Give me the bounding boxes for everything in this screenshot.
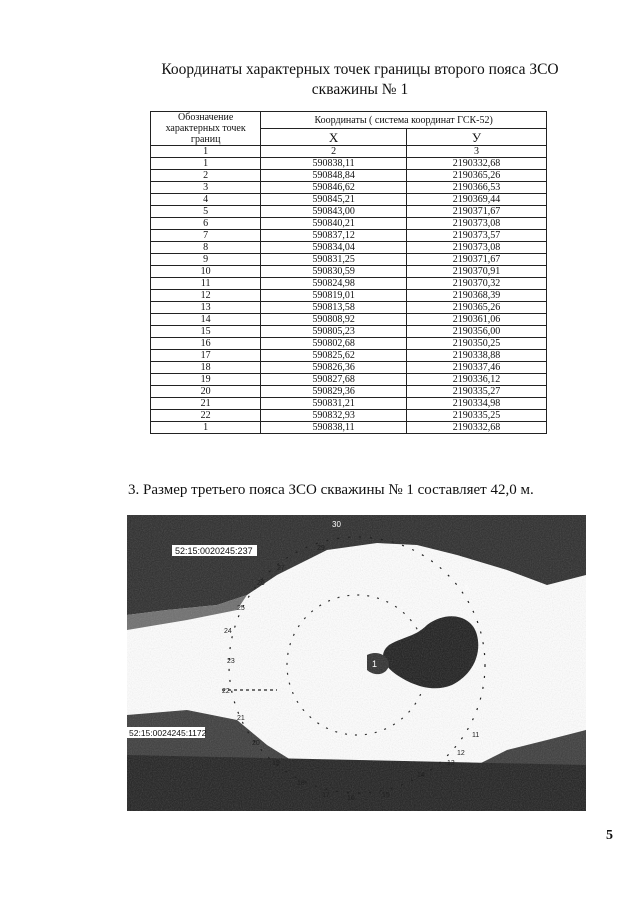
table-cell-x: 590832,93 xyxy=(261,410,407,422)
table-row xyxy=(151,254,547,266)
table-cell-point: 10 xyxy=(151,266,261,278)
table-cell-x: 590834,04 xyxy=(261,242,407,254)
table-row xyxy=(151,266,547,278)
column-index-3: 3 xyxy=(406,146,546,158)
table-cell-y: 2190368,39 xyxy=(406,290,546,302)
table-cell-point: 18 xyxy=(151,362,261,374)
table-cell-x: 590837,12 xyxy=(261,230,407,242)
table-cell-y: 2190373,08 xyxy=(406,218,546,230)
header-designation: Обозначение характерных точек границ xyxy=(151,112,261,146)
table-row xyxy=(151,374,547,386)
third-zone-paragraph: 3. Размер третьего пояса ЗСО скважины № 1 составляет 42,0 м. xyxy=(128,482,534,498)
ring-label: 20 xyxy=(252,740,260,747)
map-drawing xyxy=(127,515,586,811)
table-cell-point: 8 xyxy=(151,242,261,254)
table-cell-y: 2190365,26 xyxy=(406,302,546,314)
title-line-1: Координаты характерных точек границы второго пояса ЗСО xyxy=(161,61,559,78)
table-cell-x: 590808,92 xyxy=(261,314,407,326)
table-cell-x: 590831,25 xyxy=(261,254,407,266)
table-cell-point: 4 xyxy=(151,194,261,206)
table-cell-x: 590805,23 xyxy=(261,326,407,338)
table-cell-point: 12 xyxy=(151,290,261,302)
table-cell-point: 5 xyxy=(151,206,261,218)
table-cell-x: 590824,98 xyxy=(261,278,407,290)
table-cell-x: 590826,36 xyxy=(261,362,407,374)
table-cell-x: 590838,11 xyxy=(261,422,407,434)
table-cell-y: 2190371,67 xyxy=(406,206,546,218)
ring-label: 18 xyxy=(297,780,305,787)
coordinates-table xyxy=(150,111,547,434)
table-cell-x: 590845,21 xyxy=(261,194,407,206)
ring-label: 26 xyxy=(257,580,265,587)
ring-label: 21 xyxy=(237,715,245,722)
table-cell-point: 22 xyxy=(151,410,261,422)
ring-label: 13 xyxy=(447,760,455,767)
header-x: X xyxy=(261,129,407,146)
table-cell-x: 590831,21 xyxy=(261,398,407,410)
ring-label: 23 xyxy=(227,658,235,665)
table-cell-y: 2190356,00 xyxy=(406,326,546,338)
table-cell-x: 590819,01 xyxy=(261,290,407,302)
title-line-2: скважины № 1 xyxy=(311,81,409,98)
table-cell-y: 2190370,91 xyxy=(406,266,546,278)
center-label: 1 xyxy=(372,659,378,669)
table-row xyxy=(151,302,547,314)
ring-label: 24 xyxy=(224,628,232,635)
page-number: 5 xyxy=(606,828,613,843)
ring-label: 11 xyxy=(472,732,480,739)
table-cell-point: 15 xyxy=(151,326,261,338)
table-cell-point: 21 xyxy=(151,398,261,410)
ring-label: 15 xyxy=(382,792,390,799)
table-cell-x: 590825,62 xyxy=(261,350,407,362)
table-cell-point: 14 xyxy=(151,314,261,326)
table-row xyxy=(151,290,547,302)
table-cell-point: 19 xyxy=(151,374,261,386)
table-cell-point: 13 xyxy=(151,302,261,314)
table-cell-x: 590802,68 xyxy=(261,338,407,350)
table-cell-x: 590848,84 xyxy=(261,170,407,182)
table-cell-y: 2190366,53 xyxy=(406,182,546,194)
column-index-2: 2 xyxy=(261,146,407,158)
table-cell-x: 590838,11 xyxy=(261,158,407,170)
table-cell-point: 7 xyxy=(151,230,261,242)
table-cell-x: 590840,21 xyxy=(261,218,407,230)
ring-label: 29 xyxy=(317,545,325,552)
table-row xyxy=(151,278,547,290)
table-cell-y: 2190373,08 xyxy=(406,242,546,254)
table-cell-y: 2190335,25 xyxy=(406,410,546,422)
table-cell-y: 2190336,12 xyxy=(406,374,546,386)
table-row xyxy=(151,242,547,254)
cadastral-map-image xyxy=(127,515,586,811)
table-cell-y: 2190365,26 xyxy=(406,170,546,182)
table-row xyxy=(151,314,547,326)
header-y: У xyxy=(406,129,546,146)
table-row xyxy=(151,422,547,434)
table-row xyxy=(151,362,547,374)
ring-label: 14 xyxy=(417,772,425,779)
table-cell-y: 2190332,68 xyxy=(406,422,546,434)
table-cell-point: 16 xyxy=(151,338,261,350)
north-label: 30 xyxy=(332,520,341,529)
table-row xyxy=(151,338,547,350)
table-row xyxy=(151,182,547,194)
table-cell-y: 2190371,67 xyxy=(406,254,546,266)
ring-label: 17 xyxy=(322,792,330,799)
parcel-label-top: 52:15:0020245:237 xyxy=(175,546,253,556)
ring-label: 25 xyxy=(237,605,245,612)
table-cell-y: 2190334,98 xyxy=(406,398,546,410)
table-row xyxy=(151,326,547,338)
table-cell-point: 6 xyxy=(151,218,261,230)
table-cell-point: 11 xyxy=(151,278,261,290)
table-cell-x: 590846,62 xyxy=(261,182,407,194)
table-cell-y: 2190373,57 xyxy=(406,230,546,242)
column-index-1: 1 xyxy=(151,146,261,158)
header-coordinates: Координаты ( система координат ГСК-52) xyxy=(261,112,547,129)
table-cell-y: 2190369,44 xyxy=(406,194,546,206)
ring-label: 5 xyxy=(465,585,469,592)
map-dark-regions xyxy=(127,515,586,811)
table-cell-x: 590827,68 xyxy=(261,374,407,386)
table-cell-x: 590843,00 xyxy=(261,206,407,218)
table-row xyxy=(151,170,547,182)
ring-label: 27 xyxy=(277,565,285,572)
parcel-label-left: 52:15:0024245:1172 xyxy=(129,728,207,738)
table-cell-y: 2190338,88 xyxy=(406,350,546,362)
table-cell-point: 17 xyxy=(151,350,261,362)
table-cell-x: 590830,59 xyxy=(261,266,407,278)
table-cell-y: 2190332,68 xyxy=(406,158,546,170)
table-row xyxy=(151,350,547,362)
table-cell-y: 2190350,25 xyxy=(406,338,546,350)
table-row xyxy=(151,398,547,410)
table-cell-point: 3 xyxy=(151,182,261,194)
table-cell-point: 1 xyxy=(151,158,261,170)
table-cell-point: 20 xyxy=(151,386,261,398)
table-row xyxy=(151,206,547,218)
table-cell-x: 590813,58 xyxy=(261,302,407,314)
table-row xyxy=(151,158,547,170)
table-cell-y: 2190337,46 xyxy=(406,362,546,374)
table-cell-x: 590829,36 xyxy=(261,386,407,398)
page-title xyxy=(100,60,620,100)
table-cell-y: 2190361,06 xyxy=(406,314,546,326)
table-cell-y: 2190370,32 xyxy=(406,278,546,290)
table-row xyxy=(151,410,547,422)
table-cell-point: 1 xyxy=(151,422,261,434)
ring-label: 22 xyxy=(222,688,230,695)
table-row xyxy=(151,230,547,242)
ring-label: 19 xyxy=(272,760,280,767)
table-cell-y: 2190335,27 xyxy=(406,386,546,398)
table-row xyxy=(151,194,547,206)
table-cell-point: 2 xyxy=(151,170,261,182)
ring-label: 12 xyxy=(457,750,465,757)
table-row xyxy=(151,386,547,398)
table-row xyxy=(151,218,547,230)
table-cell-point: 9 xyxy=(151,254,261,266)
ring-label: 16 xyxy=(347,795,355,802)
